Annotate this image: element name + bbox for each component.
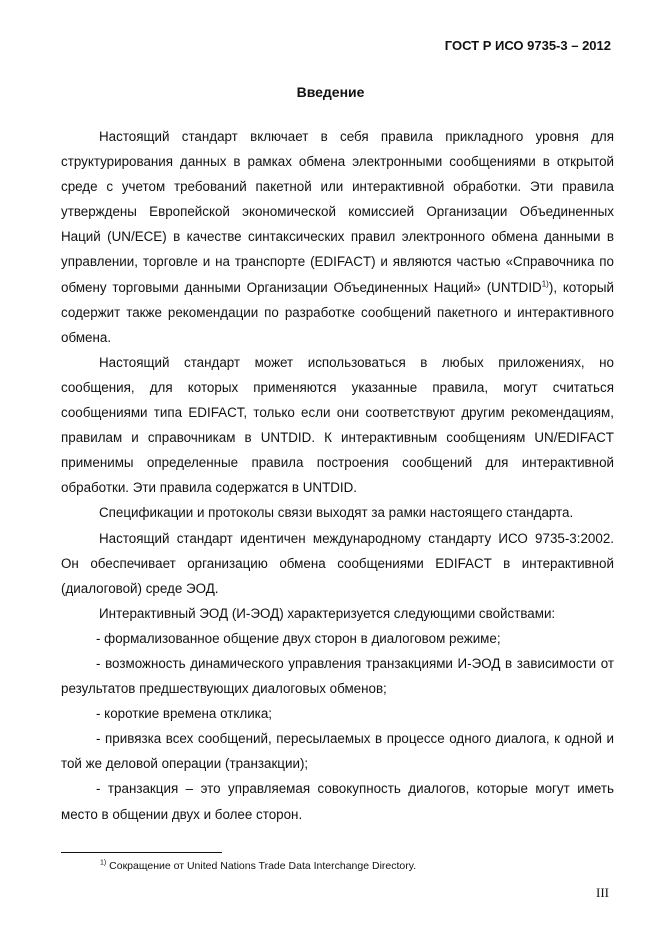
list-item: - короткие времена отклика; [96, 706, 273, 722]
paragraph-4: Настоящий стандарт идентичен международному стандарту ИСО 9735-3:2002. Он обеспечивает организацию обмена сообщениями EDIFACT в интерактивной (диалоговой) среде ЭОД. [61, 530, 614, 596]
paragraph-1 [61, 124, 614, 350]
list-item: - привязка всех сообщений, пересылаемых в процессе одного диалога, к одной и той же деловой операции (транзакции); [61, 731, 614, 772]
section-title: Введение [296, 84, 365, 100]
paragraph-1-text-end: ), который содержит также рекомендации по разработке сообщений пакетного и интерактивного обмена. [61, 279, 614, 345]
list-item: - формализованное общение двух сторон в диалоговом режиме; [96, 630, 501, 646]
footnote-divider [61, 852, 222, 853]
paragraph-1-text: Настоящий стандарт включает в себя правила прикладного уровня для структурирования данных в рамках обмена электронными сообщениями в открытой среде с учетом требований пакетной или интерактивной обработки. Эти правила утверждены Европейской экономической комиссией Организации Объединенных Наций (UN/ECE) в качестве синтаксических правил электронного обмена данными в управлении, торговле и на транспорте (EDIFACT) и являются частью «Справочника по обмену торговыми данными Организации Объединенных Наций» (UNTDID [61, 129, 614, 295]
document-header: ГОСТ Р ИСО 9735-3 – 2012 [444, 38, 611, 53]
footnote-mark: 1) [100, 859, 107, 867]
list-item: - возможность динамического управления транзакциями И-ЭОД в зависимости от результатов предшествующих диалоговых обменов; [61, 655, 614, 697]
paragraph-2: Настоящий стандарт может использоваться в любых приложениях, но сообщения, для которых применяются указанные правила, могут считаться сообщениями типа EDIFACT, только если они соответствуют другим рекомендациям, правилам и справочникам в UNTDID. К интерактивным сообщениям UN/EDIFACT применимы определенные правила построения сообщений для интерактивной обработки. Эти правила содержатся в UNTDID. [61, 354, 614, 496]
footnote-ref: 1) [541, 279, 549, 289]
page-number: III [596, 885, 609, 900]
footnote [100, 860, 416, 872]
paragraph-3: Спецификации и протоколы связи выходят за рамки настоящего стандарта. [99, 505, 574, 521]
paragraph-5: Интерактивный ЭОД (И-ЭОД) характеризуется следующими свойствами: [99, 605, 556, 621]
list-item: - транзакция – это управляемая совокупность диалогов, которые могут иметь место в общении двух и более сторон. [61, 781, 614, 822]
section-body [61, 124, 614, 827]
footnote-text: Сокращение от United Nations Trade Data Interchange Directory. [106, 860, 417, 872]
